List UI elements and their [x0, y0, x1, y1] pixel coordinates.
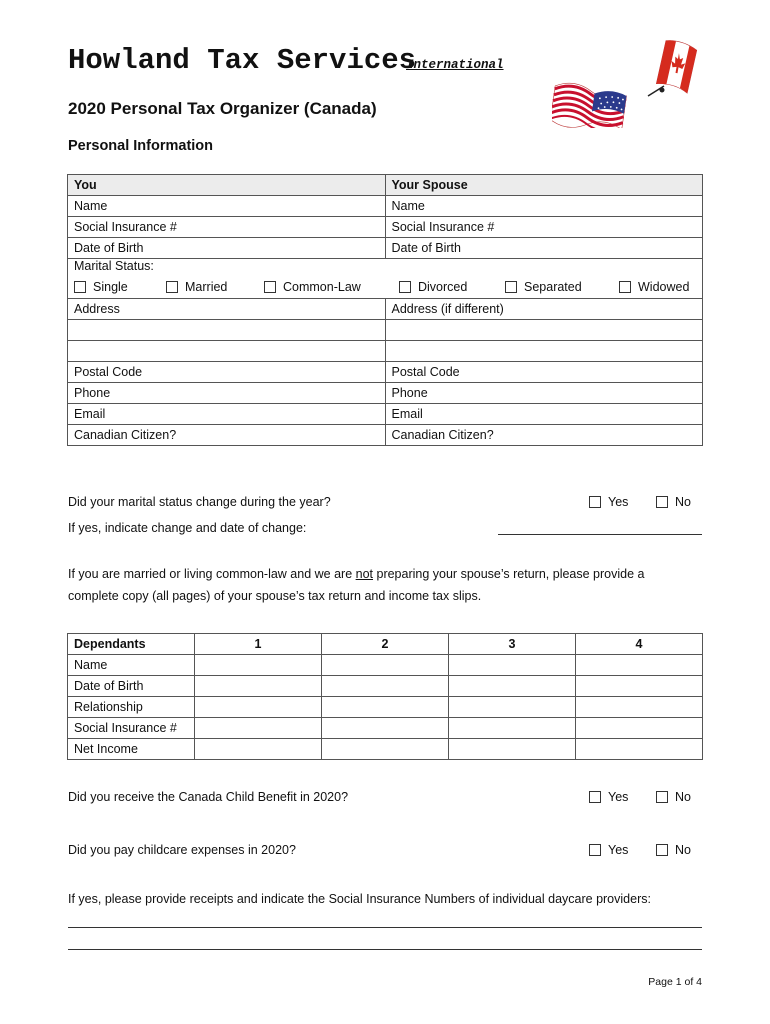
dependant-cell[interactable] [195, 655, 322, 676]
brand-name: Howland Tax Services [68, 44, 417, 77]
field-address-line-spouse[interactable] [385, 320, 703, 341]
section-title: Personal Information [68, 138, 214, 154]
field-phone-spouse[interactable]: Phone [385, 383, 703, 404]
field-email-you[interactable]: Email [68, 404, 386, 425]
dependant-cell[interactable] [322, 676, 449, 697]
dependants-table [67, 633, 703, 760]
field-address-spouse[interactable]: Address (if different) [385, 299, 703, 320]
spouse-return-note: If you are married or living common-law and we are not preparing your spouse’s return, please provide a complete copy (all pages) of your spouse’s tax return and income tax slips. [68, 567, 645, 603]
checkbox-common-law[interactable]: Common-Law [264, 280, 361, 294]
checkbox-icon [589, 791, 601, 803]
dependants-header: Dependants [68, 634, 195, 655]
checkbox-icon [166, 281, 178, 293]
dependant-col-4: 4 [576, 634, 703, 655]
field-postal-spouse[interactable]: Postal Code [385, 362, 703, 383]
field-sin-you[interactable]: Social Insurance # [68, 217, 386, 238]
checkbox-ccb-yes[interactable]: Yes [589, 790, 628, 804]
header-you: You [68, 175, 386, 196]
field-dob-you[interactable]: Date of Birth [68, 238, 386, 259]
dependant-row-label: Name [68, 655, 195, 676]
field-address-line-you[interactable] [68, 341, 386, 362]
personal-info-table [67, 174, 703, 446]
checkbox-married[interactable]: Married [166, 280, 227, 294]
field-sin-spouse[interactable]: Social Insurance # [385, 217, 703, 238]
field-citizen-spouse[interactable]: Canadian Citizen? [385, 425, 703, 446]
header-spouse: Your Spouse [385, 175, 703, 196]
brand-subtitle: International [406, 58, 504, 72]
field-address-line-you[interactable] [68, 320, 386, 341]
dependant-row-label: Date of Birth [68, 676, 195, 697]
dependant-col-3: 3 [449, 634, 576, 655]
field-address-line-spouse[interactable] [385, 341, 703, 362]
checkbox-childcare-yes[interactable]: Yes [589, 843, 628, 857]
marital-status-label: Marital Status: [74, 259, 154, 273]
dependant-cell[interactable] [449, 697, 576, 718]
dependant-cell[interactable] [576, 697, 703, 718]
checkbox-icon [656, 844, 668, 856]
checkbox-icon [589, 844, 601, 856]
dependant-cell[interactable] [449, 739, 576, 760]
field-postal-you[interactable]: Postal Code [68, 362, 386, 383]
field-dob-spouse[interactable]: Date of Birth [385, 238, 703, 259]
dependant-col-1: 1 [195, 634, 322, 655]
page-number: Page 1 of 4 [648, 976, 702, 988]
checkbox-widowed[interactable]: Widowed [619, 280, 689, 294]
dependant-cell[interactable] [576, 676, 703, 697]
dependant-cell[interactable] [576, 655, 703, 676]
checkbox-icon [74, 281, 86, 293]
checkbox-separated[interactable]: Separated [505, 280, 582, 294]
field-email-spouse[interactable]: Email [385, 404, 703, 425]
provider-line-2[interactable] [68, 949, 702, 950]
question-ccb: Did you receive the Canada Child Benefit in 2020? [68, 790, 349, 804]
checkbox-marital-change-yes[interactable]: Yes [589, 495, 628, 509]
dependant-cell[interactable] [576, 739, 703, 760]
checkbox-icon [656, 496, 668, 508]
checkbox-marital-change-no[interactable]: No [656, 495, 691, 509]
dependant-row-label: Net Income [68, 739, 195, 760]
field-name-you[interactable]: Name [68, 196, 386, 217]
checkbox-ccb-no[interactable]: No [656, 790, 691, 804]
dependant-cell[interactable] [195, 697, 322, 718]
dependant-row-label: Social Insurance # [68, 718, 195, 739]
checkbox-icon [399, 281, 411, 293]
checkbox-icon [505, 281, 517, 293]
dependant-cell[interactable] [322, 739, 449, 760]
marital-status-cell [68, 259, 703, 299]
question-childcare: Did you pay childcare expenses in 2020? [68, 843, 296, 857]
checkbox-icon [264, 281, 276, 293]
flags-icon [552, 36, 704, 128]
dependant-cell[interactable] [195, 739, 322, 760]
dependant-cell[interactable] [322, 655, 449, 676]
field-name-spouse[interactable]: Name [385, 196, 703, 217]
field-address-you[interactable]: Address [68, 299, 386, 320]
checkbox-icon [619, 281, 631, 293]
dependant-row-label: Relationship [68, 697, 195, 718]
checkbox-icon [656, 791, 668, 803]
checkbox-childcare-no[interactable]: No [656, 843, 691, 857]
checkbox-single[interactable]: Single [74, 280, 128, 294]
question-if-yes-change: If yes, indicate change and date of change: [68, 521, 307, 535]
dependant-cell[interactable] [322, 697, 449, 718]
dependant-cell[interactable] [449, 676, 576, 697]
provider-line-1[interactable] [68, 927, 702, 928]
checkbox-divorced[interactable]: Divorced [399, 280, 467, 294]
dependant-cell[interactable] [195, 676, 322, 697]
field-citizen-you[interactable]: Canadian Citizen? [68, 425, 386, 446]
dependant-cell[interactable] [449, 655, 576, 676]
dependant-cell[interactable] [322, 718, 449, 739]
question-marital-change: Did your marital status change during the year? [68, 495, 331, 509]
document-title: 2020 Personal Tax Organizer (Canada) [68, 99, 377, 118]
dependant-cell[interactable] [195, 718, 322, 739]
dependant-cell[interactable] [576, 718, 703, 739]
change-date-line[interactable] [498, 534, 702, 535]
dependant-col-2: 2 [322, 634, 449, 655]
receipts-instruction: If yes, please provide receipts and indicate the Social Insurance Numbers of individual daycare providers: [68, 892, 651, 906]
field-phone-you[interactable]: Phone [68, 383, 386, 404]
checkbox-icon [589, 496, 601, 508]
dependant-cell[interactable] [449, 718, 576, 739]
